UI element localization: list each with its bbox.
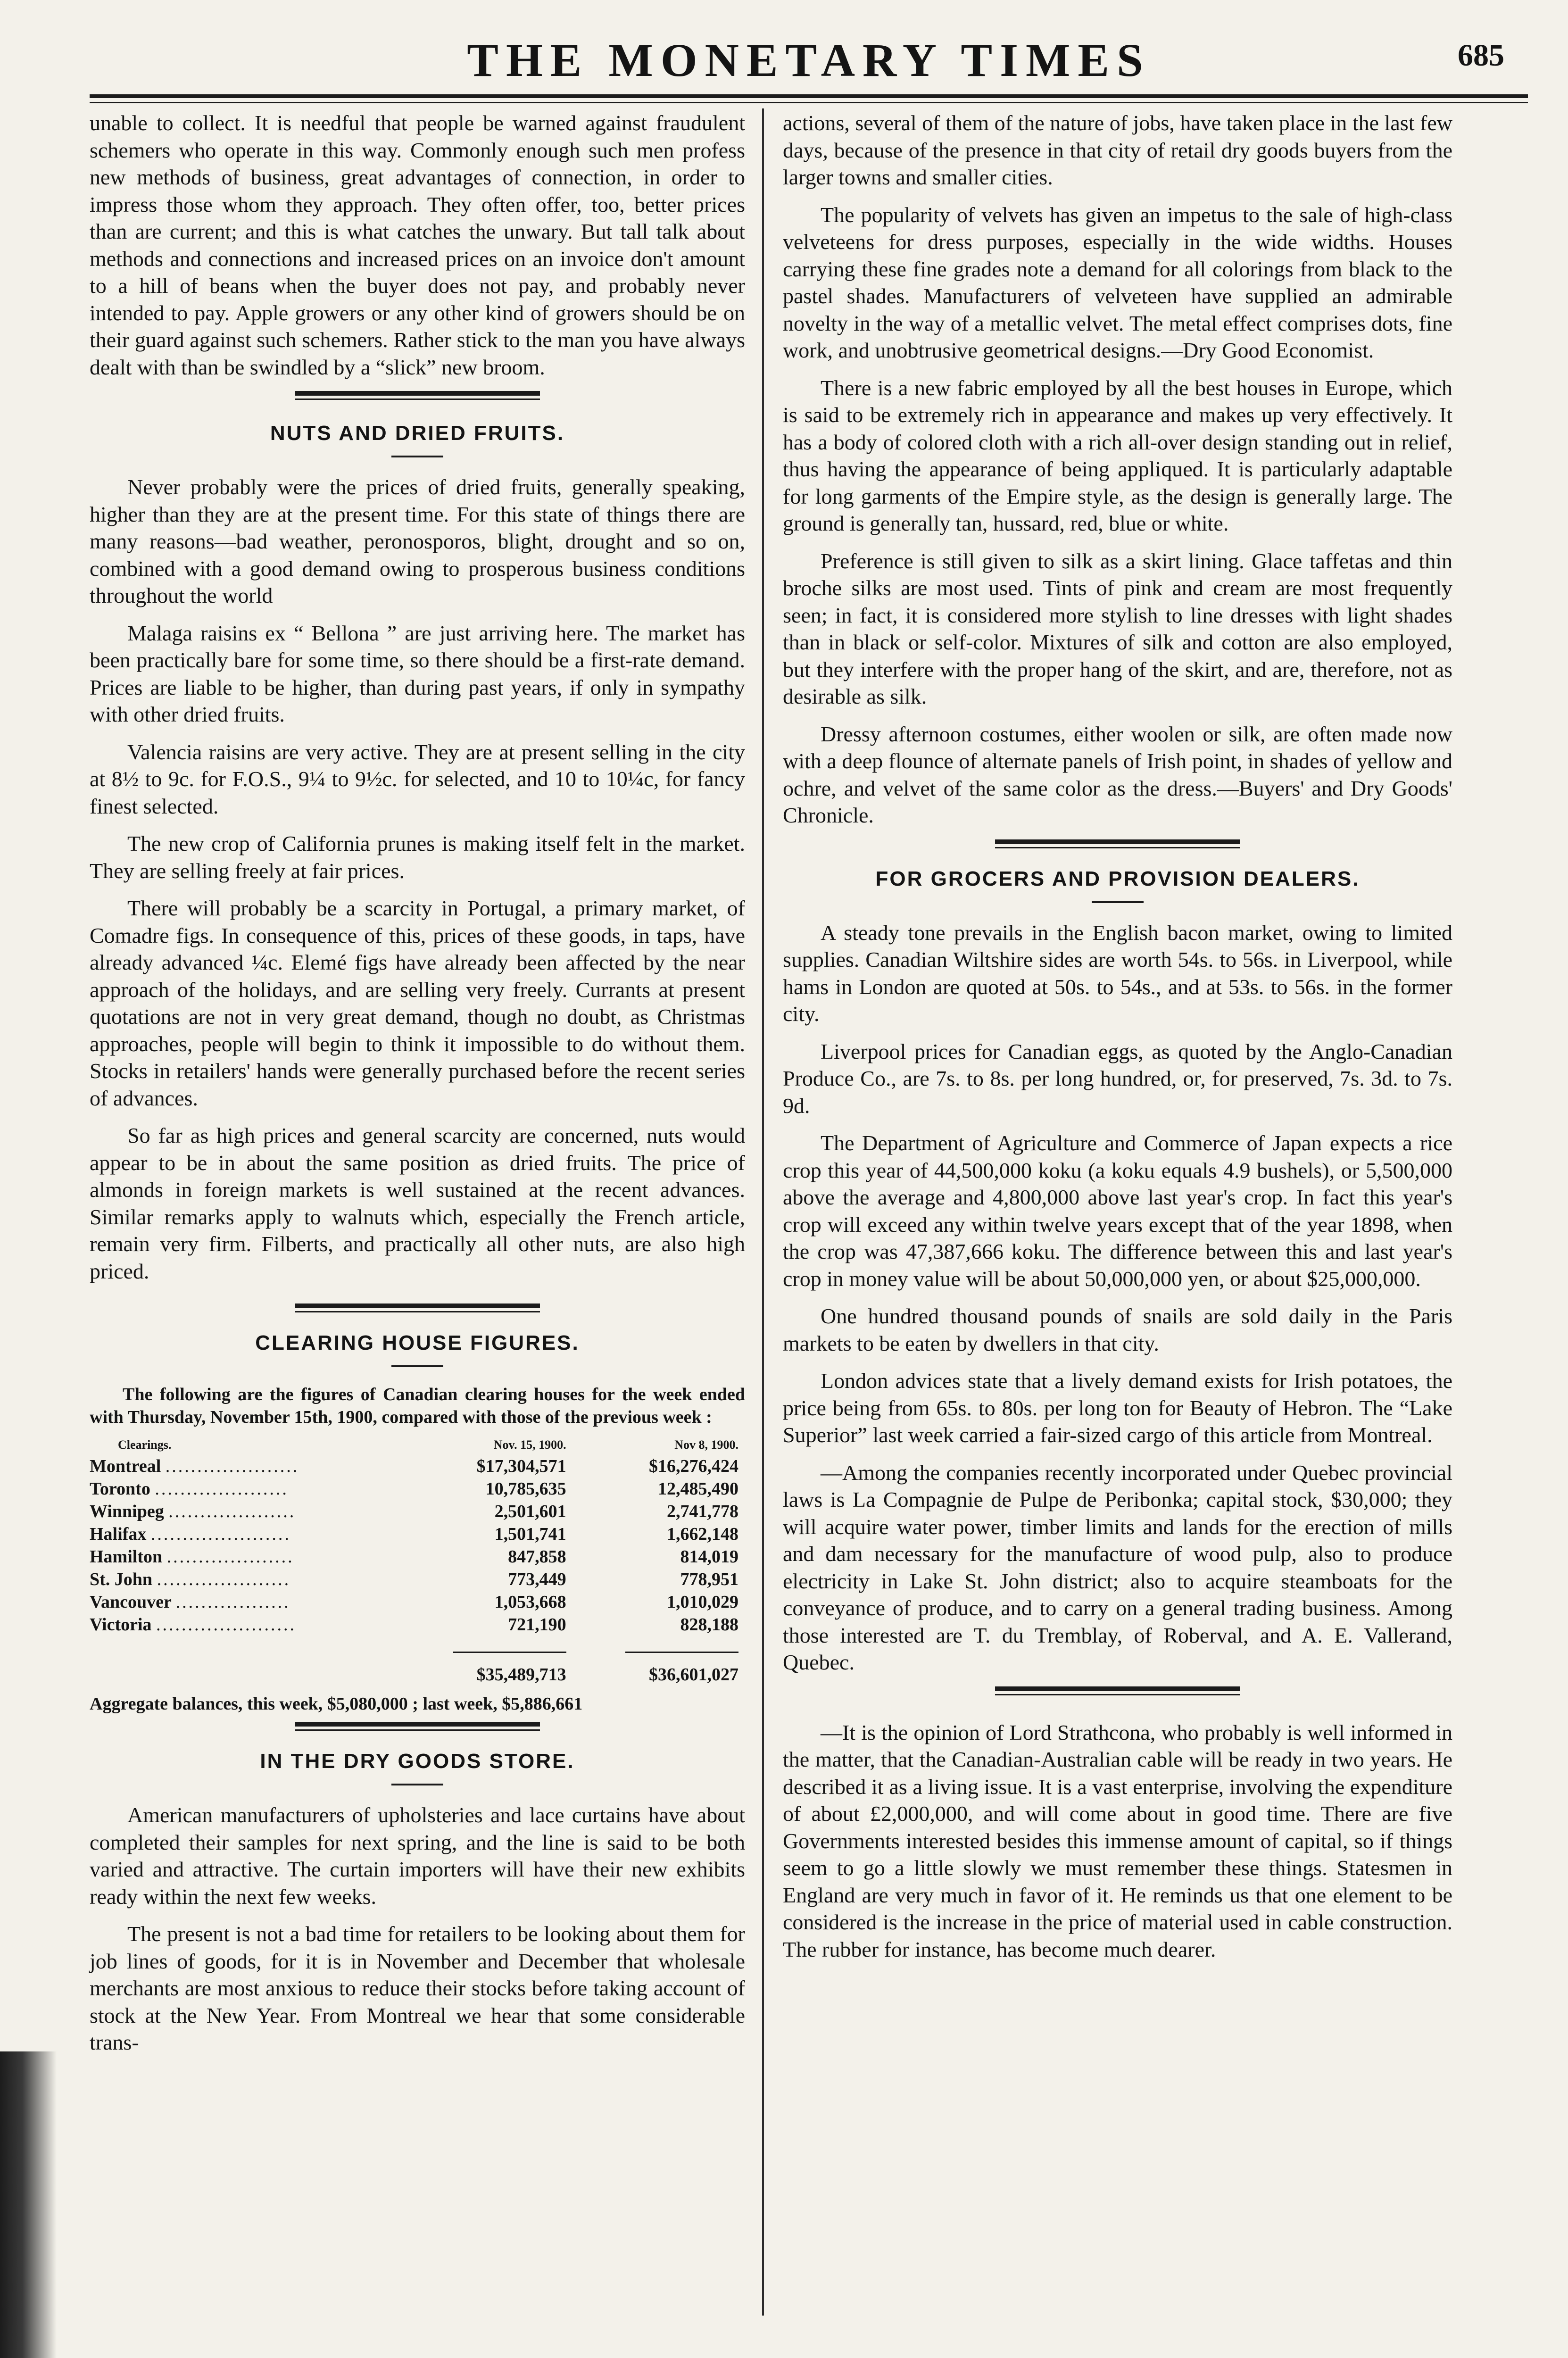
total-rule xyxy=(625,1652,738,1653)
section-rule xyxy=(295,1722,540,1727)
aggregate-balances: Aggregate balances, this week, $5,080,000 ; last week, $5,886,661 xyxy=(90,1694,583,1714)
leader-dots: .................. xyxy=(175,1592,290,1612)
leader-dots: .................... xyxy=(166,1547,294,1567)
heading-dash xyxy=(391,1365,443,1367)
grocers-paragraph: The Department of Agriculture and Commerce of Japan expects a rice crop this year of 44,500,000 koku (a koku equals 4.9 bushels), or 5,500,000 above the average and 4,800,000 above last year's crop. In fact this year's crop will exceed any within twelve years except that of the year 1898, when the crop was 47,387,666 koku. The difference between this and last year's crop in money value will be about 50,000,000 yen, or about $25,000,000. xyxy=(783,1131,1452,1291)
nuts-heading: NUTS AND DRIED FRUITS. xyxy=(270,422,565,445)
leader-dots: ..................... xyxy=(165,1456,299,1476)
nuts-paragraph: There will probably be a scarcity in Portugal, a primary market, of Comadre figs. In consequence of this, prices of these goods, in taps, have already advanced ¼c. Elemé figs have already been affected by the near approach of the holidays, and are selling very freely. Currants at present quotations are not in very great demand, though no doubt, as Christmas approaches, people will begin to think it impossible to do without them. Stocks in retailers' hands were generally purchased before the recent series of advances. xyxy=(90,896,745,1110)
masthead-rule-thin xyxy=(90,102,1528,103)
city-name: Winnipeg xyxy=(90,1502,164,1521)
dry-goods-paragraph: The popularity of velvets has given an impetus to the sale of high-class velveteens for dress purposes, especially in the wide widths. Houses carrying these fine grades note a demand for all colorings from black to the pastel shades. Manufacturers of velveteen have supplied an admirable novelty in the way of a metallic velvet. The metal effect comprises dots, fine work, and unobtrusive geometrical designs.—Dry Good Economist. xyxy=(783,202,1452,362)
table-row xyxy=(90,1478,745,1500)
total-rule xyxy=(453,1652,566,1653)
section-rule-thin xyxy=(295,399,540,400)
dry-goods-paragraph: Dressy afternoon costumes, either woolen or silk, are often made now with a deep flounce of alternate panels of Irish point, in shades of yellow and ochre, and velvet of the same color as the dress.—Buyers' and Dry Goods' Chronicle. xyxy=(783,722,1452,827)
table-row xyxy=(90,1613,745,1636)
nuts-paragraph: Never probably were the prices of dried fruits, generally speaking, higher than they are at the present time. For this state of things there are many reasons—bad weather, peronosporos, blight, drought and so on, combined with a good demand owing to prosperous business conditions throughout the world xyxy=(90,475,745,607)
value-cell: 847,858 xyxy=(508,1547,566,1567)
total-value: $35,489,713 xyxy=(476,1665,566,1685)
heading-dash xyxy=(391,456,443,457)
value-cell: $17,304,571 xyxy=(476,1456,566,1476)
value-cell: 12,485,490 xyxy=(658,1479,738,1499)
value-cell: 1,501,741 xyxy=(494,1524,566,1544)
grocers-paragraph: One hundred thousand pounds of snails are sold daily in the Paris markets to be eaten by dwellers in that city. xyxy=(783,1304,1452,1355)
right-column xyxy=(783,109,1452,1973)
value-cell: 1,010,029 xyxy=(667,1592,738,1612)
grocers-paragraph: London advices state that a lively demand exists for Irish potatoes, the price being from 65s. to 80s. per long ton for Beauty of Hebron. The “Lake Superior” last week carried a fair-sized cargo of this article from Montreal. xyxy=(783,1369,1452,1447)
section-rule-thin xyxy=(295,1311,540,1312)
dry-goods-paragraph: The present is not a bad time for retailers to be looking about them for job lines of goods, for it is in November and December that wholesale merchants are most anxious to reduce their stocks before taking account of stock at the New Year. From Montreal we hear that some considerable trans- xyxy=(90,1922,745,2054)
col-header-nov15: Nov. 15, 1900. xyxy=(493,1438,566,1452)
value-cell: 828,188 xyxy=(680,1615,738,1635)
newspaper-title: THE MONETARY TIMES xyxy=(467,34,1151,86)
leader-dots: ...................... xyxy=(150,1524,291,1544)
dry-goods-continuation: actions, several of them of the nature of jobs, have taken place in the last few days, because of the presence in that city of retail dry goods buyers from the larger towns and smaller cities. xyxy=(783,111,1452,189)
strathcona-paragraph: —It is the opinion of Lord Strathcona, who probably is well informed in the matter, that the Canadian-Australian cable will be ready in two years. He described it as a living issue. It is a vast enterprise, involving the expenditure of about £2,000,000, and will come about in good time. There are five Governments interested besides this immense amount of capital, so if things seem to go a little slowly we must remember these things. Statesmen in England are very much in favor of it. He reminds us that one element to be considered is the increase in the price of material used in cable construction. The rubber for instance, has become much dearer. xyxy=(783,1720,1452,1961)
value-cell: $16,276,424 xyxy=(649,1456,738,1476)
grocers-paragraph: —Among the companies recently incorporated under Quebec provincial laws is La Compagnie de Pulpe de Peribonka; capital stock, $30,000; they will acquire water power, timber limits and lands for the erection of mills and dam necessary for the manufacture of wood pulp, also to produce electricity in Lake St. John district; also to acquire steamboats for the conveyance of produce, and to carry on a general trading business. Among those interested are T. du Tremblay, of Roberval, and A. E. Vallerand, Quebec. xyxy=(783,1460,1452,1674)
page-number: 685 xyxy=(1458,38,1504,73)
value-cell: 1,053,668 xyxy=(494,1592,566,1612)
clearing-table xyxy=(90,1438,745,1686)
clearing-intro: The following are the figures of Canadian clearing houses for the week ended with Thursday, November 15th, 1900, compared with those of the previous week : xyxy=(90,1385,745,1427)
heading-dash xyxy=(1092,901,1144,903)
nuts-paragraph: Malaga raisins ex “ Bellona ” are just arriving here. The market has been practically bare for some time, so there should be a first-rate demand. Prices are liable to be higher, than during past years, if only in sympathy with other dried fruits. xyxy=(90,621,745,726)
table-row xyxy=(90,1455,745,1478)
leader-dots: ...................... xyxy=(156,1615,297,1635)
table-row xyxy=(90,1568,745,1591)
table-header-row xyxy=(90,1438,745,1455)
table-row xyxy=(90,1545,745,1568)
article-continuation: unable to collect. It is needful that people be warned against fraudulent schemers who operate in this way. Commonly enough such men profess new methods of business, great advantages of connection, in order to impress those whom they approach. They often offer, too, better prices than are current; and this is what catches the unwary. But tall talk about methods and connections and increased prices on an invoice don't amount to a hill of beans when the buyer does not pay, and probably never intended to pay. Apple growers or any other kind of growers should be on their guard against such schemers. Rather stick to the man you have always dealt with than be swindled by a “slick” new broom. xyxy=(90,111,745,379)
section-rule xyxy=(995,839,1240,844)
nuts-paragraph: The new crop of California prunes is making itself felt in the market. They are selling freely at fair prices. xyxy=(90,831,745,883)
heading-dash xyxy=(391,1784,443,1785)
dry-goods-paragraph: Preference is still given to silk as a skirt lining. Glace taffetas and thin broche silks are most used. Tints of pink and cream are most frequently seen; in fact, it is considered more stylish to line dresses with light shades than in black or self-color. Mixtures of silk and cotton are also employed, but they interfere with the proper hang of the skirt, and are, therefore, not as desirable as silk. xyxy=(783,548,1452,708)
grocers-heading: FOR GROCERS AND PROVISION DEALERS. xyxy=(875,867,1360,890)
total-row xyxy=(90,1659,745,1686)
section-rule xyxy=(995,1686,1240,1691)
section-rule xyxy=(295,391,540,396)
city-name: Toronto xyxy=(90,1479,150,1499)
leader-dots: .................... xyxy=(168,1502,296,1521)
dry-goods-paragraph: American manufacturers of upholsteries and lace curtains have about completed their samples for next spring, and the line is said to be both varied and attractive. The curtain importers will have their new exhibits ready within the next few weeks. xyxy=(90,1803,745,1909)
value-cell: 2,741,778 xyxy=(667,1502,738,1521)
value-cell: 721,190 xyxy=(508,1615,566,1635)
value-cell: 1,662,148 xyxy=(667,1524,738,1544)
col-header-clearings: Clearings. xyxy=(118,1438,172,1452)
section-rule-thin xyxy=(295,1729,540,1731)
grocers-paragraph: A steady tone prevails in the English bacon market, owing to limited supplies. Canadian Wiltshire sides are worth 54s. to 56s. in Liverpool, while hams in London are quoted at 50s. to 54s., and at 53s. to 56s. in the former city. xyxy=(783,920,1452,1026)
value-cell: 10,785,635 xyxy=(485,1479,566,1499)
section-rule-thin xyxy=(995,847,1240,848)
leader-dots: ..................... xyxy=(157,1569,291,1589)
city-name: Vancouver xyxy=(90,1592,172,1612)
masthead xyxy=(90,28,1528,99)
value-cell: 778,951 xyxy=(680,1569,738,1589)
nuts-paragraph: Valencia raisins are very active. They are at present selling in the city at 8½ to 9c. for F.O.S., 9¼ to 9½c. for selected, and 10 to 10¼c, for fancy finest selected. xyxy=(90,739,745,818)
table-row xyxy=(90,1500,745,1523)
column-divider xyxy=(762,108,764,2316)
dry-goods-paragraph: There is a new fabric employed by all the best houses in Europe, which is said to be extremely rich in appearance and makes up very effectively. It has a body of colored cloth with a rich all-over design standing out in relief, thus having the appearance of being appliqued. It is particularly adaptable for long garments of the Empire style, as the design is generally large. The ground is generally tan, hussard, red, blue or white. xyxy=(783,375,1452,535)
leader-dots: ..................... xyxy=(155,1479,289,1499)
value-cell: 2,501,601 xyxy=(494,1502,566,1521)
total-value: $36,601,027 xyxy=(649,1665,738,1685)
table-rule-row xyxy=(90,1636,745,1659)
left-column xyxy=(90,109,745,2067)
value-cell: 814,019 xyxy=(680,1547,738,1567)
nuts-paragraph: So far as high prices and general scarcity are concerned, nuts would appear to be in about the same position as dried fruits. The price of almonds in foreign markets is well sustained at the recent advances. Similar remarks apply to walnuts which, especially the French article, remain very firm. Filberts, and practically all other nuts, are also high priced. xyxy=(90,1123,745,1283)
city-name: St. John xyxy=(90,1569,153,1589)
masthead-rule xyxy=(90,94,1528,98)
section-rule-thin xyxy=(995,1694,1240,1695)
city-name: Halifax xyxy=(90,1524,147,1544)
city-name: Hamilton xyxy=(90,1547,163,1567)
page-edge-shadow xyxy=(0,2051,57,2358)
dry-goods-heading: IN THE DRY GOODS STORE. xyxy=(260,1750,575,1773)
grocers-paragraph: Liverpool prices for Canadian eggs, as quoted by the Anglo-Canadian Produce Co., are 7s. to 8s. per long hundred, or, for preserved, 7s. 3d. to 7s. 9d. xyxy=(783,1039,1452,1118)
city-name: Victoria xyxy=(90,1615,152,1635)
table-row xyxy=(90,1523,745,1545)
table-row xyxy=(90,1591,745,1613)
value-cell: 773,449 xyxy=(508,1569,566,1589)
city-name: Montreal xyxy=(90,1456,161,1476)
col-header-nov8: Nov 8, 1900. xyxy=(674,1438,738,1452)
clearing-heading: CLEARING HOUSE FIGURES. xyxy=(255,1331,580,1354)
section-rule xyxy=(295,1304,540,1308)
